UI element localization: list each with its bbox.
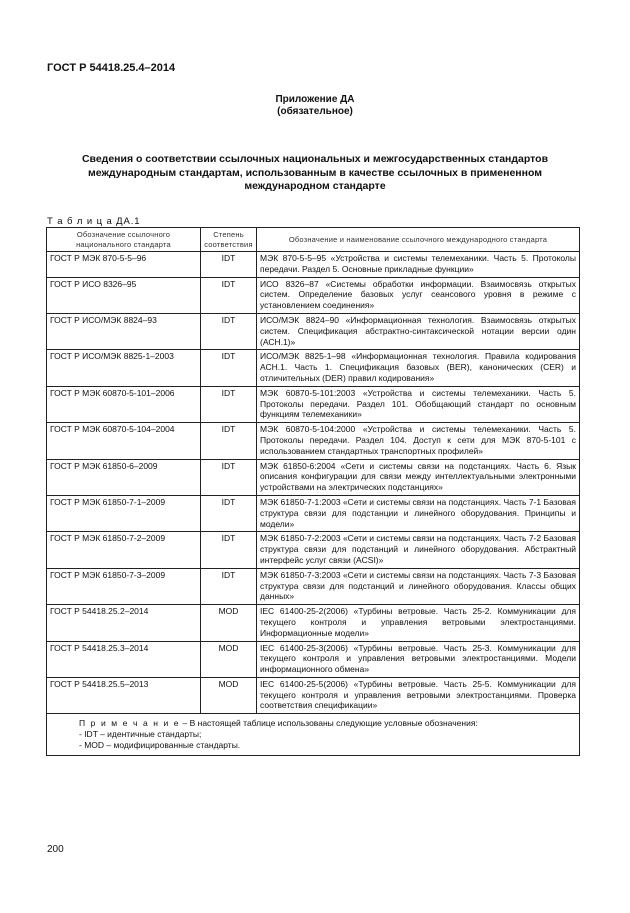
cell-degree: IDT <box>201 495 257 531</box>
cell-international: МЭК 870-5-5–95 «Устройства и системы телемеханики. Часть 5. Протоколы передачи. Раздел 5. Основные прикладные функции» <box>257 252 580 278</box>
cell-international: МЭК 61850-7-3:2003 «Сети и системы связи на подстанциях. Часть 7-3 Базовая структура связи для подстанций и линейного оборудования. Классы общих данных» <box>257 568 580 604</box>
cell-national: ГОСТ Р МЭК 61850-7-2–2009 <box>47 532 201 568</box>
note-title: П р и м е ч а н и е <box>79 718 181 729</box>
table-row <box>47 252 580 278</box>
cell-international: МЭК 60870-5-101:2003 «Устройства и системы телемеханики. Часть 5. Протоколы передачи. Раздел 101. Обобщающий стандарт по основным функциям телемеханики» <box>257 386 580 422</box>
cell-degree: IDT <box>201 386 257 422</box>
cell-national: ГОСТ Р ИСО 8326–95 <box>47 277 201 313</box>
cell-degree: IDT <box>201 532 257 568</box>
cell-degree: IDT <box>201 423 257 459</box>
cell-national: ГОСТ Р МЭК 61850-7-1–2009 <box>47 495 201 531</box>
cell-degree: IDT <box>201 313 257 349</box>
cell-international: МЭК 61850-6:2004 «Сети и системы связи на подстанциях. Часть 6. Язык описания конфигурации для связи между интеллектуальными электронными устройствами на электрических подстанциях» <box>257 459 580 495</box>
page-number: 200 <box>47 844 64 855</box>
section-heading: Сведения о соответствии ссылочных национальных и межгосударственных стандартов международным стандартам, использованным в качестве ссылочных в примененном международном стандарте <box>81 153 549 192</box>
column-header-degree: Степень соответствия <box>201 228 257 252</box>
table-header-row <box>47 228 580 252</box>
table-note <box>47 714 580 755</box>
document-code: ГОСТ Р 54418.25.4–2014 <box>47 62 176 74</box>
cell-international: МЭК 60870-5-104:2000 «Устройства и системы телемеханики. Часть 5. Протоколы передачи. Раздел 104. Доступ к сети для МЭК 870-5-101 с использованием стандартных транспортных профилей» <box>257 423 580 459</box>
note-item: - MOD – модифицированные стандарты. <box>79 739 241 750</box>
note-item: - IDT – идентичные стандарты; <box>79 729 202 740</box>
cell-degree: MOD <box>201 677 257 713</box>
cell-international: МЭК 61850-7-2:2003 «Сети и системы связи на подстанциях. Часть 7-2 Базовая структура связи для подстанций и линейного оборудования. Абстрактный интерфейс услуг связи (ACSI)» <box>257 532 580 568</box>
cell-degree: IDT <box>201 277 257 313</box>
cell-international: IEC 61400-25-2(2006) «Турбины ветровые. Часть 25-2. Коммуникации для текущего контроля и управления ветровыми электростанциями. Информационные модели» <box>257 605 580 641</box>
cell-national: ГОСТ Р ИСО/МЭК 8825-1–2003 <box>47 350 201 386</box>
cell-international: МЭК 61850-7-1:2003 «Сети и системы связи на подстанциях. Часть 7-1 Базовая структура связи для подстанции и линейного оборудования. Принципы и модели» <box>257 495 580 531</box>
column-header-international: Обозначение и наименование ссылочного международного стандарта <box>257 228 580 252</box>
table-note-row <box>47 714 580 755</box>
table-row <box>47 605 580 641</box>
correspondence-table <box>46 227 580 756</box>
column-header-national: Обозначение ссылочного национального стандарта <box>47 228 201 252</box>
annex-title: Приложение ДА <box>275 94 355 105</box>
cell-international: ИСО 8326–87 «Системы обработки информации. Взаимосвязь открытых систем. Определение базовых услуг сеансового уровня в режиме с установлением соединения» <box>257 277 580 313</box>
table-row <box>47 677 580 713</box>
table-row <box>47 532 580 568</box>
note-text: – В настоящей таблице использованы следующие условные обозначения: <box>180 718 478 729</box>
cell-degree: IDT <box>201 350 257 386</box>
table-row <box>47 386 580 422</box>
table-row <box>47 641 580 677</box>
cell-international: ИСО/МЭК 8824–90 «Информационная технология. Взаимосвязь открытых систем. Спецификация абстрактно-синтаксической нотации версии один (АСН.1)» <box>257 313 580 349</box>
table-row <box>47 423 580 459</box>
cell-national: ГОСТ Р МЭК 61850-7-3–2009 <box>47 568 201 604</box>
table-row <box>47 568 580 604</box>
cell-degree: IDT <box>201 459 257 495</box>
cell-international: IEC 61400-25-5(2006) «Турбины ветровые. Часть 25-5. Коммуникации для текущего контроля и управления ветровыми электростанциями. Проверка соответствия спецификации» <box>257 677 580 713</box>
cell-national: ГОСТ Р МЭК 60870-5-104–2004 <box>47 423 201 459</box>
table-row <box>47 459 580 495</box>
table-caption: Т а б л и ц а ДА.1 <box>47 216 141 227</box>
table-row <box>47 277 580 313</box>
cell-degree: IDT <box>201 568 257 604</box>
cell-national: ГОСТ Р МЭК 870-5-5–96 <box>47 252 201 278</box>
cell-international: IEC 61400-25-3(2006) «Турбины ветровые. Часть 25-3. Коммуникации для текущего контроля и управления ветровыми электростанциями. Модели информационного обмена» <box>257 641 580 677</box>
table-row <box>47 495 580 531</box>
cell-international: ИСО/МЭК 8825-1–98 «Информационная технология. Правила кодирования АСН.1. Часть 1. Спецификация базовых (BER), канонических (CER) и отличительных (DER) правил кодирования» <box>257 350 580 386</box>
cell-national: ГОСТ Р МЭК 60870-5-101–2006 <box>47 386 201 422</box>
annex-status: (обязательное) <box>277 106 353 117</box>
cell-degree: MOD <box>201 605 257 641</box>
table-row <box>47 350 580 386</box>
cell-degree: IDT <box>201 252 257 278</box>
cell-national: ГОСТ Р 54418.25.3–2014 <box>47 641 201 677</box>
cell-national: ГОСТ Р 54418.25.5–2013 <box>47 677 201 713</box>
cell-degree: MOD <box>201 641 257 677</box>
table-row <box>47 313 580 349</box>
cell-national: ГОСТ Р МЭК 61850-6–2009 <box>47 459 201 495</box>
cell-national: ГОСТ Р ИСО/МЭК 8824–93 <box>47 313 201 349</box>
cell-national: ГОСТ Р 54418.25.2–2014 <box>47 605 201 641</box>
note-line <box>79 718 573 729</box>
